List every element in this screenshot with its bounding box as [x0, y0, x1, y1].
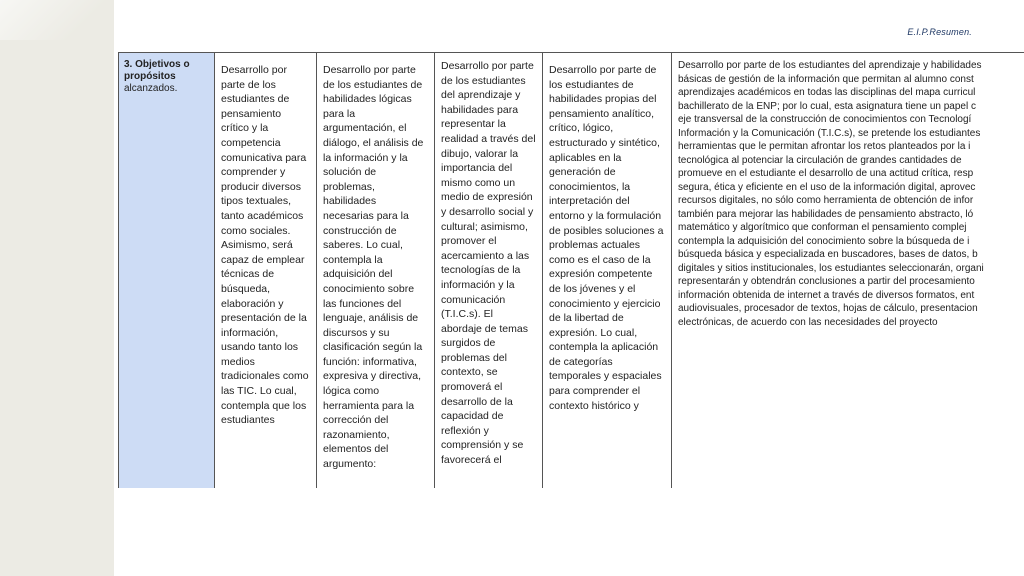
objectives-table	[118, 52, 1024, 488]
col5-line: audiovisuales, procesador de textos, hojas de cálculo, presentacion	[678, 303, 978, 314]
col5-line: información obtenida de internet a través de diversos formatos, ent	[678, 289, 975, 301]
col5-line: eje transversal de la construcción de conocimientos con Tecnologí	[678, 114, 972, 125]
row-label-bold: 3. Objetivos o propósitos	[124, 59, 190, 82]
col5-line: matemático y algorítmico que conforman el pensamiento complej	[678, 222, 967, 233]
header-title: E.I.P.Resumen.	[907, 27, 972, 37]
col5-line: promueve en el estudiante el desarrollo de una actitud crítica, resp	[678, 168, 974, 179]
col5-line: bachillerato de la ENP; por lo cual, esta asignatura tiene un papel c	[678, 100, 976, 112]
col5-line: también para mejorar las habilidades de pensamiento abstracto, ló	[678, 208, 974, 220]
row-label-cell	[118, 52, 214, 488]
page-curl-decoration	[0, 0, 114, 40]
col5-line: básicas de gestión de la información que permitan al alumno const	[678, 73, 974, 85]
col5-line: representarán y obtendrán conclusiones a partir del procesamiento	[678, 276, 975, 287]
row-label-rest: alcanzados.	[124, 83, 178, 94]
col5-line: tecnológica al potenciar la circulación de grandes cantidades de	[678, 154, 962, 166]
left-margin-band	[0, 0, 114, 576]
table-cell-col4: Desarrollo por parte de los estudiantes de habilidades propias del pensamiento analítico, crítico, lógico, estructurado y sintético, aplicables en la generación de conocimientos, la interpretación del entorno y la formulación de posibles soluciones a problemas actuales como es el caso de la expresión competente de los jóvenes y el conocimiento y ejercicio de la libertad de expresión. Lo cual, contempla la aplicación de categorías temporales y espaciales para comprender el contexto histórico y	[542, 52, 671, 488]
col5-line: contempla la adquisición del conocimiento sobre la búsqueda de i	[678, 235, 970, 247]
col5-line: segura, ética y eficiente en el uso de la información digital, aprovec	[678, 181, 976, 193]
table-cell-col5	[671, 52, 1024, 488]
col5-line: digitales y sitios institucionales, los estudiantes seleccionarán, organi	[678, 262, 984, 274]
table-cell-col1: Desarrollo por parte de los estudiantes de pensamiento crítico y la competencia comunicativa para comprender y producir diversos tipos textuales, tanto académicos como sociales. Asimismo, será capaz de emplear técnicas de búsqueda, elaboración y presentación de la información, usando tanto los medios tradicionales como las TIC. Lo cual, contempla que los estudiantes	[214, 52, 316, 488]
col5-line: aprendizajes académicos en todas las disciplinas del mapa curricul	[678, 87, 976, 98]
table-cell-col2: Desarrollo por parte de los estudiantes de habilidades lógicas para la argumentación, el diálogo, el análisis de la información y la solución de problemas, habilidades necesarias para la construcción de saberes. Lo cual, contempla la adquisición del conocimiento sobre las funciones del lenguaje, análisis de discursos y su clasificación según la función: informativa, expresiva y directiva, lógica como herramienta para la corrección del razonamiento, elementos del argumento:	[316, 52, 434, 488]
col5-line: Desarrollo por parte de los estudiantes del aprendizaje y habilidades	[678, 60, 982, 71]
col5-line: Información y la Comunicación (T.I.C.s), se pretende los estudiantes	[678, 127, 981, 139]
col5-line: recursos digitales, no sólo como herramienta de obtención de infor	[678, 195, 974, 206]
col5-line: electrónicas, de acuerdo con las necesidades del proyecto	[678, 316, 938, 328]
col5-line: herramientas que le permitan afrontar los retos planteados por la i	[678, 141, 971, 152]
table-row	[118, 52, 1024, 488]
col5-line: búsqueda básica y especializada en buscadores, bases de datos, b	[678, 249, 978, 260]
table-cell-col3: Desarrollo por parte de los estudiantes del aprendizaje y habilidades para representar la realidad a través del dibujo, valorar la importancia del mismo como un medio de expresión y desarrollo social y cultural; asimismo, promover el acercamiento a las tecnologías de la información y la comunicación (T.I.C.s). El abordaje de temas surgidos de problemas del contexto, se promoverá el desarrollo de la capacidad de reflexión y comprensión y se favorecerá el	[434, 52, 542, 488]
